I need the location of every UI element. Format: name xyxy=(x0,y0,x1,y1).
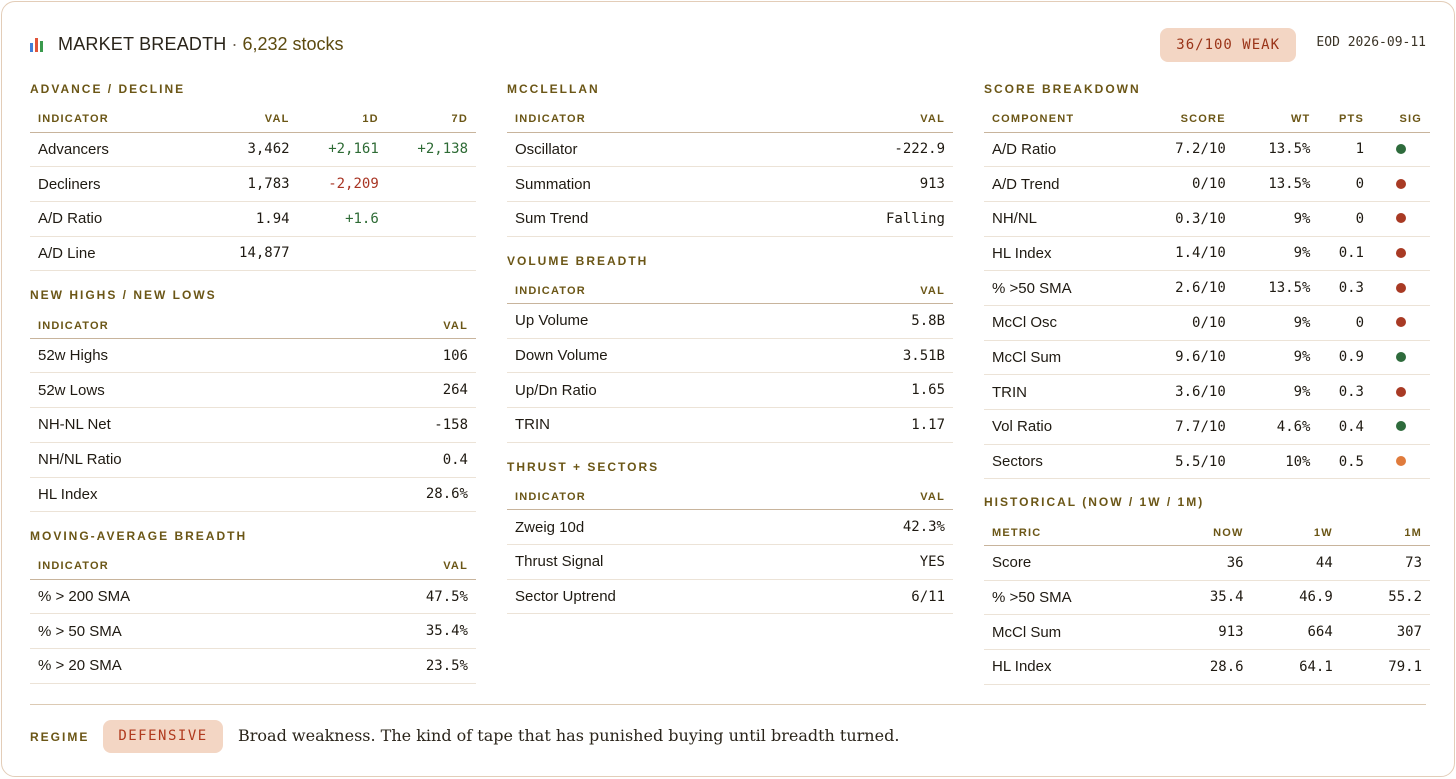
col-header: METRIC xyxy=(984,520,1162,545)
component-points: 0.3 xyxy=(1318,271,1372,306)
signal-red-dot-icon xyxy=(1396,283,1406,293)
component-score: 7.7/10 xyxy=(1153,410,1233,445)
indicator-name: % > 50 SMA xyxy=(30,614,320,649)
value-now: 28.6 xyxy=(1162,649,1251,684)
indicator-name: 52w Lows xyxy=(30,373,312,408)
table-row xyxy=(984,340,1430,375)
value-1m: 79.1 xyxy=(1341,649,1430,684)
component-weight: 13.5% xyxy=(1234,132,1319,167)
indicator-name: Sum Trend xyxy=(507,201,753,236)
indicator-value: 28.6% xyxy=(312,477,476,512)
col-header: 1D xyxy=(298,107,387,132)
metric-name: % >50 SMA xyxy=(984,580,1162,615)
table-row xyxy=(984,201,1430,236)
indicator-value: 106 xyxy=(312,338,476,373)
indicator-name: Down Volume xyxy=(507,338,797,373)
table-row xyxy=(30,579,476,614)
indicator-name: Thrust Signal xyxy=(507,545,805,580)
indicator-name: Decliners xyxy=(30,167,208,202)
value-1m: 73 xyxy=(1341,545,1430,580)
col-header: INDICATOR xyxy=(507,279,797,304)
value-now: 913 xyxy=(1162,615,1251,650)
indicator-value: 1.94 xyxy=(208,201,297,236)
section-title-score-breakdown: SCORE BREAKDOWN xyxy=(984,82,1141,96)
component-weight: 9% xyxy=(1234,236,1319,271)
component-name: A/D Trend xyxy=(984,167,1153,202)
table-row xyxy=(507,373,953,408)
indicator-name: NH/NL Ratio xyxy=(30,442,312,477)
signal-cell xyxy=(1372,271,1430,306)
indicator-value: -158 xyxy=(312,408,476,443)
table-row xyxy=(30,614,476,649)
table-row xyxy=(30,477,476,512)
historical-table xyxy=(984,520,1430,684)
signal-red-dot-icon xyxy=(1396,179,1406,189)
section-title-mcclellan: MCCLELLAN xyxy=(507,82,600,96)
signal-cell xyxy=(1372,305,1430,340)
regime-badge: DEFENSIVE xyxy=(103,720,223,753)
mcclellan-table xyxy=(507,107,953,237)
indicator-name: Up/Dn Ratio xyxy=(507,373,797,408)
signal-cell xyxy=(1372,132,1430,167)
component-points: 0.3 xyxy=(1318,375,1372,410)
value-1w: 664 xyxy=(1252,615,1341,650)
section-title-new-highs-lows: NEW HIGHS / NEW LOWS xyxy=(30,288,217,303)
indicator-value: YES xyxy=(805,545,953,580)
table-row xyxy=(30,373,476,408)
table-row xyxy=(984,649,1430,684)
column-middle xyxy=(507,81,953,614)
indicator-name: % > 20 SMA xyxy=(30,649,320,684)
col-header: COMPONENT xyxy=(984,107,1153,132)
indicator-value: 35.4% xyxy=(320,614,476,649)
component-score: 1.4/10 xyxy=(1153,236,1233,271)
component-name: Sectors xyxy=(984,444,1153,479)
volume-breadth-table xyxy=(507,279,953,443)
signal-cell xyxy=(1372,201,1430,236)
indicator-value: 23.5% xyxy=(320,649,476,684)
component-points: 0.9 xyxy=(1318,340,1372,375)
indicator-value: 1,783 xyxy=(208,167,297,202)
indicator-value: 913 xyxy=(753,167,953,202)
component-name: McCl Sum xyxy=(984,340,1153,375)
component-points: 0 xyxy=(1318,305,1372,340)
table-row xyxy=(30,649,476,684)
component-score: 7.2/10 xyxy=(1153,132,1233,167)
column-left xyxy=(30,81,476,684)
col-header: INDICATOR xyxy=(30,107,208,132)
table-row xyxy=(984,132,1430,167)
change-1d: +2,161 xyxy=(298,132,387,167)
indicator-value: 6/11 xyxy=(805,579,953,614)
component-score: 9.6/10 xyxy=(1153,340,1233,375)
indicator-value: Falling xyxy=(753,201,953,236)
table-row xyxy=(30,132,476,167)
signal-cell xyxy=(1372,375,1430,410)
component-name: NH/NL xyxy=(984,201,1153,236)
change-7d xyxy=(387,167,476,202)
col-header: VAL xyxy=(208,107,297,132)
value-1w: 64.1 xyxy=(1252,649,1341,684)
col-header: VAL xyxy=(312,313,476,338)
thrust-sectors-table xyxy=(507,485,953,615)
table-row xyxy=(984,236,1430,271)
col-header: VAL xyxy=(320,554,476,579)
component-score: 2.6/10 xyxy=(1153,271,1233,306)
signal-green-dot-icon xyxy=(1396,144,1406,154)
component-score: 3.6/10 xyxy=(1153,375,1233,410)
page-title xyxy=(30,34,344,55)
signal-red-dot-icon xyxy=(1396,387,1406,397)
component-points: 0.1 xyxy=(1318,236,1372,271)
new-highs-lows-table xyxy=(30,313,476,512)
section-title-advance-decline: ADVANCE / DECLINE xyxy=(30,82,186,96)
col-header: WT xyxy=(1234,107,1319,132)
component-name: TRIN xyxy=(984,375,1153,410)
table-row xyxy=(507,510,953,545)
component-weight: 4.6% xyxy=(1234,410,1319,445)
indicator-name: A/D Line xyxy=(30,236,208,271)
indicator-name: HL Index xyxy=(30,477,312,512)
metric-name: McCl Sum xyxy=(984,615,1162,650)
metric-name: HL Index xyxy=(984,649,1162,684)
col-header: 1W xyxy=(1252,520,1341,545)
table-row xyxy=(30,408,476,443)
table-row xyxy=(984,580,1430,615)
col-header: SIG xyxy=(1372,107,1430,132)
component-name: % >50 SMA xyxy=(984,271,1153,306)
signal-red-dot-icon xyxy=(1396,317,1406,327)
table-row xyxy=(507,338,953,373)
moving-average-table xyxy=(30,554,476,684)
component-name: Vol Ratio xyxy=(984,410,1153,445)
col-header: INDICATOR xyxy=(507,485,805,510)
change-1d xyxy=(298,236,387,271)
regime-description: Broad weakness. The kind of tape that has punished buying until breadth turned. xyxy=(238,726,900,745)
component-weight: 13.5% xyxy=(1234,167,1319,202)
col-header: PTS xyxy=(1318,107,1372,132)
table-row xyxy=(30,167,476,202)
signal-red-dot-icon xyxy=(1396,248,1406,258)
title-text: MARKET BREADTH xyxy=(58,34,227,54)
section-title-volume-breadth: VOLUME BREADTH xyxy=(507,253,649,268)
indicator-name: Oscillator xyxy=(507,132,753,167)
score-breakdown-table xyxy=(984,107,1430,479)
change-1d: -2,209 xyxy=(298,167,387,202)
table-row xyxy=(984,271,1430,306)
component-weight: 9% xyxy=(1234,305,1319,340)
column-right xyxy=(984,81,1430,685)
table-row xyxy=(984,615,1430,650)
value-1w: 44 xyxy=(1252,545,1341,580)
col-header: 1M xyxy=(1341,520,1430,545)
component-score: 0.3/10 xyxy=(1153,201,1233,236)
indicator-name: 52w Highs xyxy=(30,338,312,373)
indicator-name: Up Volume xyxy=(507,304,797,339)
indicator-value: 5.8B xyxy=(797,304,953,339)
table-row xyxy=(507,304,953,339)
table-row xyxy=(507,579,953,614)
indicator-name: NH-NL Net xyxy=(30,408,312,443)
signal-cell xyxy=(1372,167,1430,202)
table-row xyxy=(507,545,953,580)
table-row xyxy=(507,408,953,443)
col-header: INDICATOR xyxy=(30,313,312,338)
indicator-name: Sector Uptrend xyxy=(507,579,805,614)
table-row xyxy=(30,201,476,236)
col-header: VAL xyxy=(797,279,953,304)
component-score: 0/10 xyxy=(1153,305,1233,340)
component-score: 5.5/10 xyxy=(1153,444,1233,479)
value-1w: 46.9 xyxy=(1252,580,1341,615)
indicator-value: -222.9 xyxy=(753,132,953,167)
table-row xyxy=(984,375,1430,410)
bar-chart-icon xyxy=(30,37,46,52)
table-row xyxy=(984,167,1430,202)
table-row xyxy=(984,444,1430,479)
component-points: 0 xyxy=(1318,167,1372,202)
component-points: 0.4 xyxy=(1318,410,1372,445)
market-breadth-card xyxy=(1,1,1455,777)
signal-orange-dot-icon xyxy=(1396,456,1406,466)
component-weight: 9% xyxy=(1234,201,1319,236)
component-name: A/D Ratio xyxy=(984,132,1153,167)
component-points: 0.5 xyxy=(1318,444,1372,479)
col-header: VAL xyxy=(753,107,953,132)
change-7d xyxy=(387,236,476,271)
component-weight: 9% xyxy=(1234,375,1319,410)
footer-divider xyxy=(30,704,1426,705)
value-now: 35.4 xyxy=(1162,580,1251,615)
indicator-value: 1.17 xyxy=(797,408,953,443)
indicator-value: 3,462 xyxy=(208,132,297,167)
component-name: HL Index xyxy=(984,236,1153,271)
table-row xyxy=(507,167,953,202)
table-row xyxy=(507,201,953,236)
indicator-value: 47.5% xyxy=(320,579,476,614)
value-now: 36 xyxy=(1162,545,1251,580)
signal-cell xyxy=(1372,444,1430,479)
col-header: SCORE xyxy=(1153,107,1233,132)
table-row xyxy=(984,545,1430,580)
title-separator: · xyxy=(231,34,238,54)
col-header: 7D xyxy=(387,107,476,132)
regime-label: REGIME xyxy=(30,730,90,744)
signal-green-dot-icon xyxy=(1396,352,1406,362)
indicator-name: % > 200 SMA xyxy=(30,579,320,614)
signal-cell xyxy=(1372,236,1430,271)
indicator-value: 264 xyxy=(312,373,476,408)
indicator-value: 3.51B xyxy=(797,338,953,373)
eod-date: EOD 2026-09-11 xyxy=(1316,35,1426,50)
change-7d xyxy=(387,201,476,236)
component-score: 0/10 xyxy=(1153,167,1233,202)
indicator-value: 0.4 xyxy=(312,442,476,477)
signal-cell xyxy=(1372,340,1430,375)
section-title-thrust-sectors: THRUST + SECTORS xyxy=(507,459,660,474)
value-1m: 55.2 xyxy=(1341,580,1430,615)
table-row xyxy=(984,305,1430,340)
advance-decline-table xyxy=(30,107,476,271)
stock-count: 6,232 stocks xyxy=(242,34,344,54)
col-header: INDICATOR xyxy=(507,107,753,132)
table-row xyxy=(30,442,476,477)
section-title-historical: HISTORICAL (NOW / 1W / 1M) xyxy=(984,495,1205,510)
col-header: VAL xyxy=(805,485,953,510)
indicator-name: TRIN xyxy=(507,408,797,443)
indicator-name: Advancers xyxy=(30,132,208,167)
signal-green-dot-icon xyxy=(1396,421,1406,431)
header xyxy=(30,32,1426,62)
col-header: INDICATOR xyxy=(30,554,320,579)
component-weight: 10% xyxy=(1234,444,1319,479)
component-name: McCl Osc xyxy=(984,305,1153,340)
indicator-name: Summation xyxy=(507,167,753,202)
table-row xyxy=(30,236,476,271)
indicator-name: Zweig 10d xyxy=(507,510,805,545)
signal-cell xyxy=(1372,410,1430,445)
indicator-value: 42.3% xyxy=(805,510,953,545)
col-header: NOW xyxy=(1162,520,1251,545)
table-row xyxy=(30,338,476,373)
metric-name: Score xyxy=(984,545,1162,580)
component-weight: 9% xyxy=(1234,340,1319,375)
change-7d: +2,138 xyxy=(387,132,476,167)
component-points: 0 xyxy=(1318,201,1372,236)
component-points: 1 xyxy=(1318,132,1372,167)
section-title-moving-average: MOVING-AVERAGE BREADTH xyxy=(30,529,248,544)
indicator-value: 1.65 xyxy=(797,373,953,408)
change-1d: +1.6 xyxy=(298,201,387,236)
component-weight: 13.5% xyxy=(1234,271,1319,306)
signal-red-dot-icon xyxy=(1396,213,1406,223)
table-row xyxy=(507,132,953,167)
indicator-value: 14,877 xyxy=(208,236,297,271)
table-row xyxy=(984,410,1430,445)
value-1m: 307 xyxy=(1341,615,1430,650)
indicator-name: A/D Ratio xyxy=(30,201,208,236)
score-badge: 36/100 WEAK xyxy=(1160,28,1296,62)
